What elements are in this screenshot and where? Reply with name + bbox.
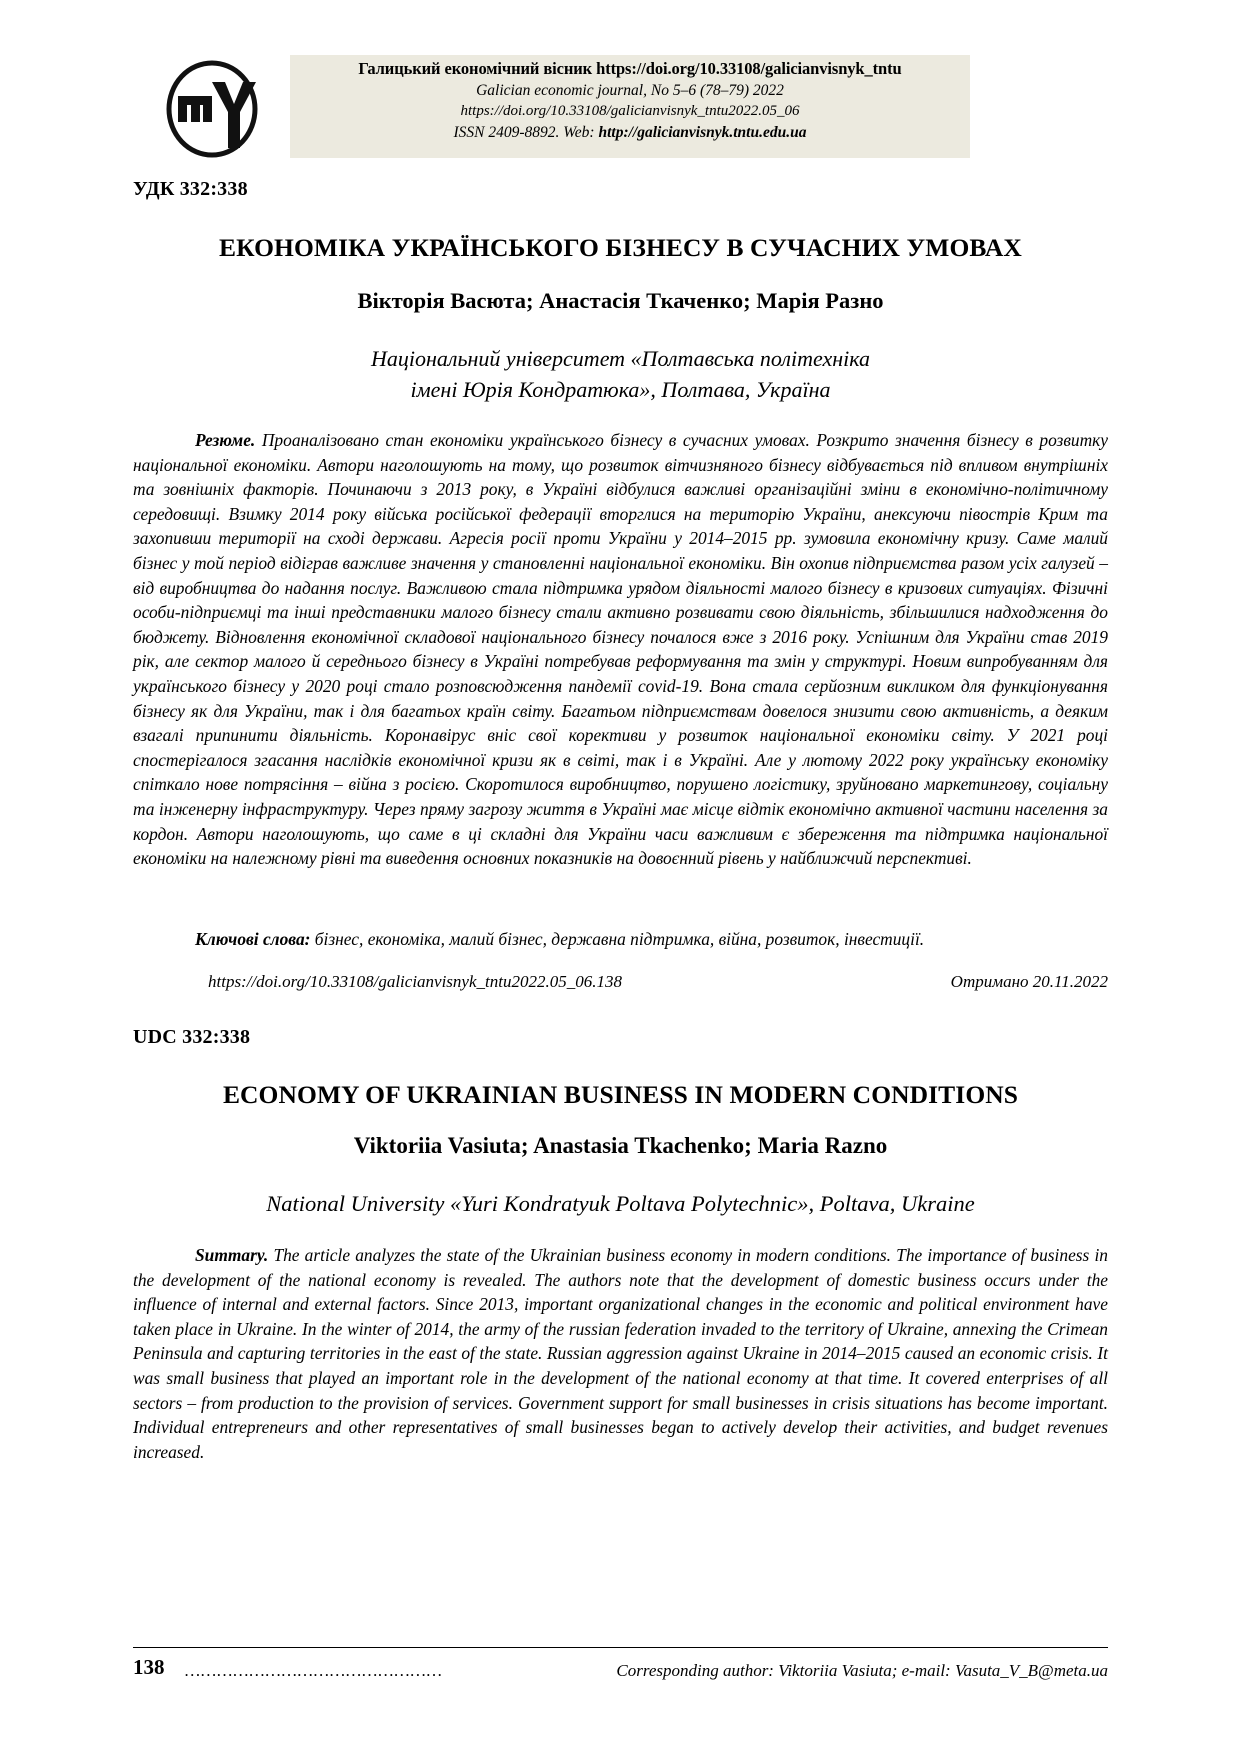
article-affiliation-ua bbox=[133, 343, 1108, 405]
footer-dot-leader: ………………………………………… bbox=[185, 1661, 443, 1680]
keywords-ua bbox=[133, 927, 1108, 952]
keywords-label-ua: Ключові слова: bbox=[195, 929, 311, 949]
doi-received-row bbox=[133, 972, 1108, 996]
summary-body-en: The article analyzes the state of the Ukrainian business economy in modern conditions. The importance of business in the development of the national economy is revealed. The authors note that the development of domestic business occurs under the influence of internal and external factors. Since 2013, important organizational changes in the economic and political environment have taken place in Ukraine. In the winter of 2014, the army of the russian federation invaded to the territory of Ukraine, annexing the Crimean Peninsula and capturing territories in the east of the state. Russian aggression against Ukraine in 2014–2015 caused an economic crisis. It was small business that played an important role in the development of the national economy at that time. It covered enterprises of all sectors – from production to the provision of services. Government support for small businesses in crisis situations has become important. Individual entrepreneurs and other representatives of small businesses began to actively develop their activities, and budget revenues increased. bbox=[133, 1245, 1108, 1462]
article-affiliation-en: National University «Yuri Kondratyuk Poltava Polytechnic», Poltava, Ukraine bbox=[266, 1191, 975, 1216]
article-authors-ua: Вікторія Васюта; Анастасія Ткаченко; Марія Разно bbox=[357, 288, 884, 313]
received-date: Отримано 20.11.2022 bbox=[950, 972, 1108, 991]
tntu-logo-icon bbox=[152, 60, 272, 158]
article-title-ua: ЕКОНОМІКА УКРАЇНСЬКОГО БІЗНЕСУ В СУЧАСНИХ УМОВАХ bbox=[219, 233, 1022, 262]
abstract-label-ua: Резюме. bbox=[195, 430, 256, 450]
abstract-ua bbox=[133, 428, 1108, 871]
masthead-journal-line: Галицький економічний вісник https://doi.org/10.33108/galicianvisnyk_tntu bbox=[358, 59, 902, 78]
journal-masthead bbox=[0, 55, 1240, 160]
abstract-body-ua: Проаналізовано стан економіки українського бізнесу в сучасних умовах. Розкрито значення бізнесу в розвитку національної економіки. Автори наголошують на тому, що розвиток вітчизняного бізнесу відбувається під впливом внутрішніх та зовнішніх факторів. Починаючи з 2013 року, в Україні відбулися важливі організаційні зміни в економічно-політичному середовищі. Взимку 2014 року війська російської федерації вторглися на територію України, анексуючи півострів Крим та захопивши території на сході держави. Агресія росії проти України у 2014–2015 рр. зумовила економічну кризу. Саме малий бізнес у той період відіграв важливе значення у становленні національної економіки. Він охопив підприємства разом усіх галузей – від виробництва до надання послуг. Важливою стала підтримка урядом діяльності малого бізнесу в кризових ситуаціях. Фізичні особи-підприємці та інші представники малого бізнесу стали активно розвивати свою діяльність, збільшилися надходження до бюджету. Відновлення економічної складової національного бізнесу почалося вже з 2016 року. Успішним для України став 2019 рік, але сектор малого й середнього бізнесу в Україні потребував реформування та змін у структурі. Новим випробуванням для українського бізнесу у 2020 році стало розповсюдження пандемії covid-19. Вона стала серйозним викликом для функціонування бізнесу як для України, так і для багатьох країн світу. Багатьом підприємствам довелося знизити свою активність, а деяким взагалі припинити діяльність. Коронавірус вніс свої корективи у розвиток національної економіки світу. У 2021 році спостерігалося згасання наслідків економічної кризи як в світі, так і в Україні. Але у лютому 2022 року українську економіку спіткало нове потрясіння – війна з росією. Скоротилося виробництво, порушено логістику, зруйновано маркетингову, соціальну та інженерну інфраструктуру. Через пряму загрозу життя в Україні має місце відтік економічно активної частини населення за кордон. Автори наголошують, що саме в ці складні для України часи важливим є збереження та підтримка національної економіки на належному рівні та виведення основних показників на довоєнний рівень у найближчий перспективі. bbox=[133, 430, 1108, 869]
udc-code-ua: УДК 332:338 bbox=[133, 178, 248, 200]
masthead-issn-line bbox=[290, 122, 970, 143]
summary-label-en: Summary. bbox=[195, 1245, 269, 1265]
affiliation-line-2: імені Юрія Кондратюка», Полтава, Україна bbox=[410, 377, 831, 402]
article-doi-link[interactable]: https://doi.org/10.33108/galicianvisnyk_tntu2022.05_06.138 bbox=[208, 972, 622, 991]
footer-divider bbox=[133, 1647, 1108, 1648]
masthead-doi-line: https://doi.org/10.33108/galicianvisnyk_tntu2022.05_06 bbox=[460, 103, 800, 119]
keywords-body-ua: бізнес, економіка, малий бізнес, державна підтримка, війна, розвиток, інвестиції. bbox=[314, 929, 925, 949]
masthead-journal-url[interactable]: http://galicianvisnyk.tntu.edu.ua bbox=[598, 124, 807, 141]
article-title-en: ECONOMY OF UKRAINIAN BUSINESS IN MODERN CONDITIONS bbox=[222, 1080, 1019, 1109]
page-footer bbox=[133, 1655, 1108, 1689]
udc-code-en: UDC 332:338 bbox=[133, 1026, 251, 1048]
footer-page-number: 138 bbox=[133, 1655, 165, 1679]
affiliation-line-1: Національний університет «Полтавська політехніка bbox=[371, 346, 870, 371]
summary-en bbox=[133, 1243, 1108, 1464]
footer-corresponding-author: Corresponding author: Viktoriia Vasiuta; e-mail: Vasuta_V_B@meta.ua bbox=[616, 1661, 1108, 1680]
masthead-journal-en-line: Galician economic journal, No 5–6 (78–79) 2022 bbox=[476, 82, 784, 99]
article-authors-en: Viktoriia Vasiuta; Anastasia Tkachenko; Maria Razno bbox=[353, 1133, 888, 1158]
masthead-issn-prefix: ISSN 2409-8892. Web: bbox=[453, 124, 599, 141]
masthead-text-block bbox=[290, 58, 970, 143]
